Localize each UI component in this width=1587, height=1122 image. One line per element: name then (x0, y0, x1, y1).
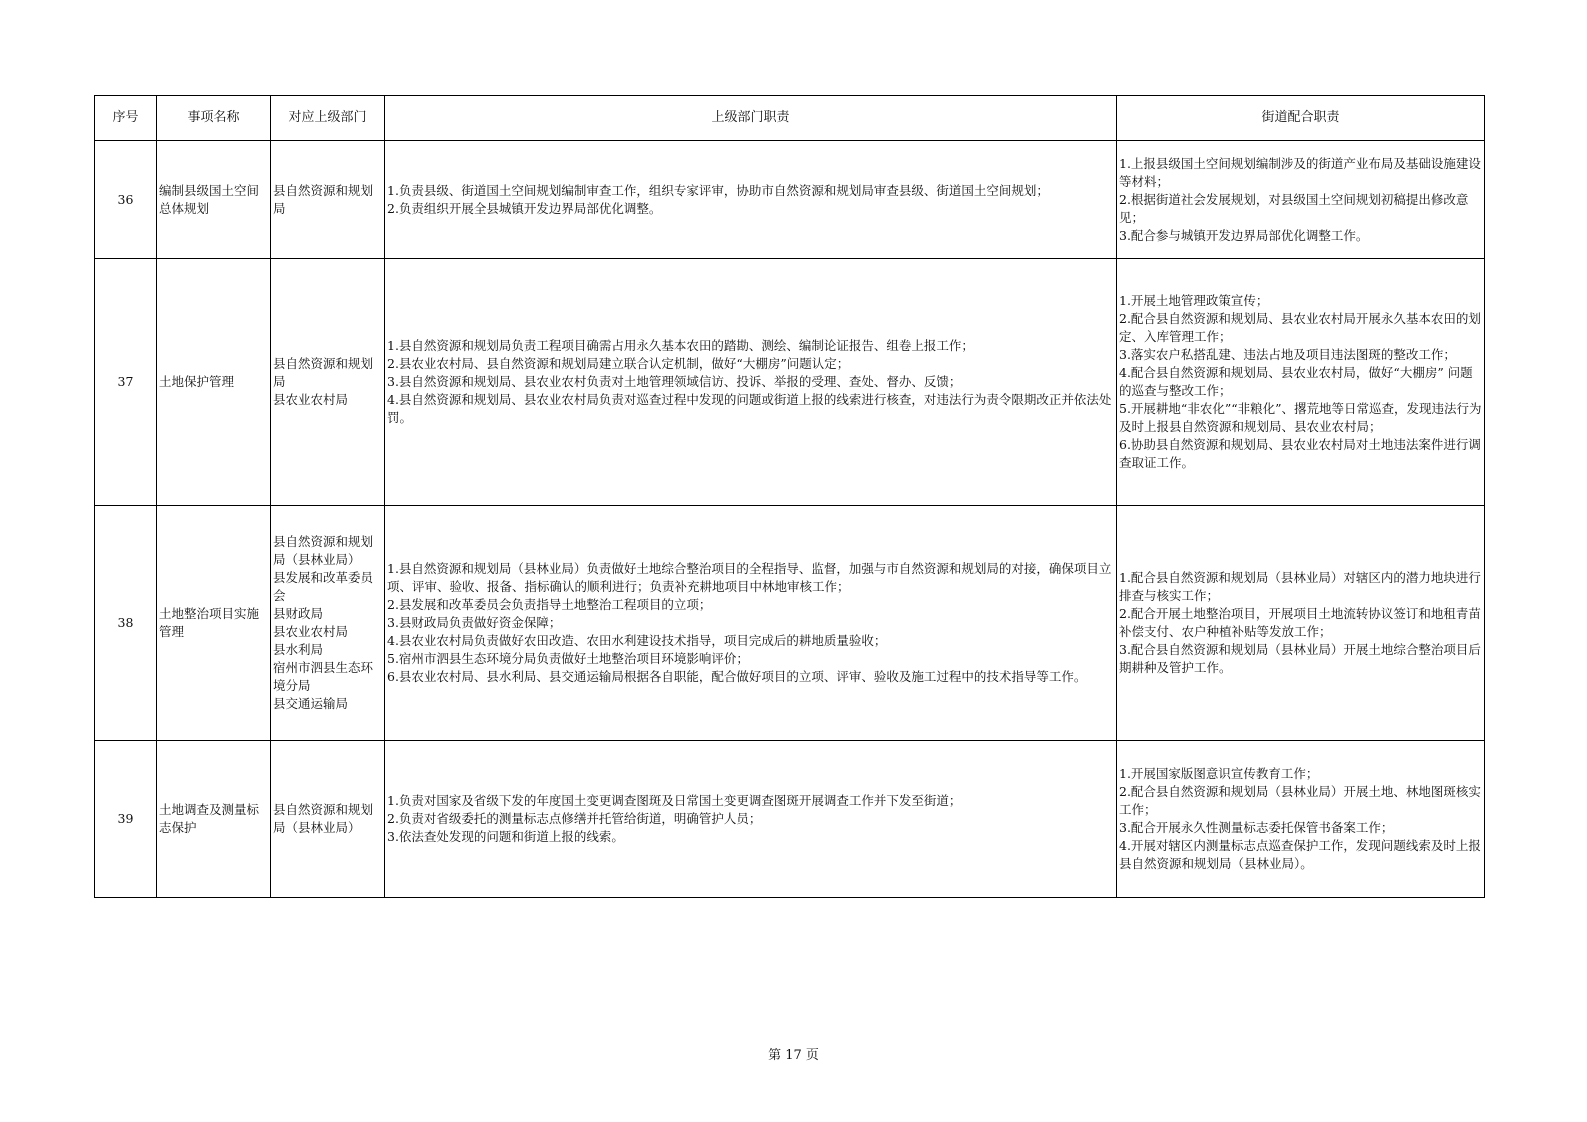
dept-line: 县发展和改革委员会 (273, 570, 374, 603)
dept-line: 县水利局 (273, 642, 324, 657)
duty-line: 4.县自然资源和规划局、县农业农村局负责对巡查过程中发现的问题或街道上报的线索进行核查，对违法行为责令限期改正并依法处罚。 (387, 392, 1112, 425)
duty-line: 3.县自然资源和规划局、县农业农村负责对土地管理领域信访、投诉、举报的受理、查处、督办、反馈； (387, 374, 962, 389)
row-num: 39 (95, 741, 157, 898)
header-name: 事项名称 (157, 96, 271, 141)
street-line: 4.配合县自然资源和规划局、县农业农村局，做好“大棚房” 问题的巡查与整改工作； (1119, 365, 1473, 398)
street-line: 3.配合县自然资源和规划局（县林业局）开展土地综合整治项目后期耕种及管护工作。 (1119, 642, 1481, 675)
header-dept: 对应上级部门 (271, 96, 385, 141)
duty-line: 2.负责组织开展全县城镇开发边界局部优化调整。 (387, 200, 662, 216)
header-num: 序号 (95, 96, 157, 141)
table-row (95, 741, 1485, 898)
row-street (1117, 259, 1485, 506)
duty-line: 1.县自然资源和规划局负责工程项目确需占用永久基本农田的踏勘、测绘、编制论证报告、组卷上报工作； (387, 338, 974, 353)
row-street (1117, 506, 1485, 741)
dept-line: 宿州市泗县生态环境分局 (273, 660, 374, 693)
row-dept (271, 141, 385, 259)
street-line: 3.配合参与城镇开发边界局部优化调整工作。 (1119, 227, 1369, 243)
row-name: 编制县级国土空间总体规划 (157, 141, 271, 259)
row-name: 土地整治项目实施管理 (157, 506, 271, 741)
duty-line: 1.负责对国家及省级下发的年度国土变更调查图斑及日常国土变更调查图斑开展调查工作并下发至街道； (387, 793, 962, 808)
row-duty (385, 259, 1117, 506)
duty-line: 6.县农业农村局、县水利局、县交通运输局根据各自职能，配合做好项目的立项、评审、验收及施工过程中的技术指导等工作。 (387, 669, 1087, 684)
page-number: 第 17 页 (768, 1048, 819, 1063)
table-row (95, 259, 1485, 506)
table-header-row (95, 96, 1485, 141)
row-name: 土地调查及测量标志保护 (157, 741, 271, 898)
row-street (1117, 141, 1485, 259)
street-line: 1.上报县级国土空间规划编制涉及的街道产业布局及基础设施建设等材料； (1119, 155, 1481, 189)
duty-line: 2.负责对省级委托的测量标志点修缮并托管给街道，明确管护人员； (387, 811, 762, 826)
row-name: 土地保护管理 (157, 259, 271, 506)
street-line: 2.配合开展土地整治项目，开展项目土地流转协议签订和地租青苗补偿支付、农户种植补贴等发放工作； (1119, 606, 1481, 639)
dept-line: 县自然资源和规划局 (273, 356, 374, 389)
street-line: 3.落实农户私搭乱建、违法占地及项目违法图斑的整改工作； (1119, 347, 1456, 362)
dept-line: 县农业农村局 (273, 624, 349, 639)
street-line: 4.开展对辖区内测量标志点巡查保护工作，发现问题线索及时上报县自然资源和规划局（县林业局）。 (1119, 838, 1481, 871)
table-row (95, 141, 1485, 259)
street-line: 2.配合县自然资源和规划局（县林业局）开展土地、林地图斑核实工作； (1119, 784, 1481, 817)
header-duty: 上级部门职责 (385, 96, 1117, 141)
row-num: 37 (95, 259, 157, 506)
row-duty (385, 141, 1117, 259)
responsibility-table (94, 95, 1485, 898)
dept-line: 县自然资源和规划局 (273, 182, 374, 216)
row-dept (271, 506, 385, 741)
street-line: 3.配合开展永久性测量标志委托保管书备案工作； (1119, 820, 1394, 835)
row-dept (271, 741, 385, 898)
street-line: 2.根据街道社会发展规划，对县级国土空间规划初稿提出修改意见； (1119, 191, 1469, 225)
row-dept (271, 259, 385, 506)
duty-line: 1.负责县级、街道国土空间规划编制审查工作，组织专家评审，协助市自然资源和规划局审查县级、街道国土空间规划； (387, 182, 1049, 198)
row-duty (385, 506, 1117, 741)
row-street (1117, 741, 1485, 898)
duty-line: 5.宿州市泗县生态环境分局负责做好土地整治项目环境影响评价； (387, 651, 749, 666)
duty-line: 2.县农业农村局、县自然资源和规划局建立联合认定机制，做好“大棚房”问题认定； (387, 356, 850, 371)
dept-line: 县自然资源和规划局（县林业局） (273, 534, 374, 567)
table-row (95, 506, 1485, 741)
dept-line: 县农业农村局 (273, 392, 349, 407)
duty-line: 3.县财政局负责做好资金保障； (387, 615, 562, 630)
dept-line: 县交通运输局 (273, 696, 349, 711)
header-street: 街道配合职责 (1117, 96, 1485, 141)
dept-line: 县自然资源和规划局（县林业局） (273, 802, 374, 835)
street-line: 2.配合县自然资源和规划局、县农业农村局开展永久基本农田的划定、入库管理工作； (1119, 311, 1481, 344)
row-num: 36 (95, 141, 157, 259)
duty-line: 1.县自然资源和规划局（县林业局）负责做好土地综合整治项目的全程指导、监督，加强与市自然资源和规划局的对接，确保项目立项、评审、验收、报备、指标确认的顺利进行；负责补充耕地项目中林地审核工作； (387, 561, 1112, 594)
street-line: 1.配合县自然资源和规划局（县林业局）对辖区内的潜力地块进行排查与核实工作； (1119, 570, 1481, 603)
row-duty (385, 741, 1117, 898)
duty-line: 3.依法查处发现的问题和街道上报的线索。 (387, 829, 624, 844)
street-line: 5.开展耕地“非农化”“非粮化”、撂荒地等日常巡查，发现违法行为及时上报县自然资源和规划局、县农业农村局； (1119, 401, 1482, 434)
street-line: 1.开展土地管理政策宣传； (1119, 293, 1269, 308)
street-line: 6.协助县自然资源和规划局、县农业农村局对土地违法案件进行调查取证工作。 (1119, 437, 1481, 470)
dept-line: 县财政局 (273, 606, 324, 621)
duty-line: 2.县发展和改革委员会负责指导土地整治工程项目的立项； (387, 597, 712, 612)
duty-line: 4.县农业农村局负责做好农田改造、农田水利建设技术指导，项目完成后的耕地质量验收； (387, 633, 887, 648)
row-num: 38 (95, 506, 157, 741)
street-line: 1.开展国家版图意识宣传教育工作； (1119, 766, 1319, 781)
